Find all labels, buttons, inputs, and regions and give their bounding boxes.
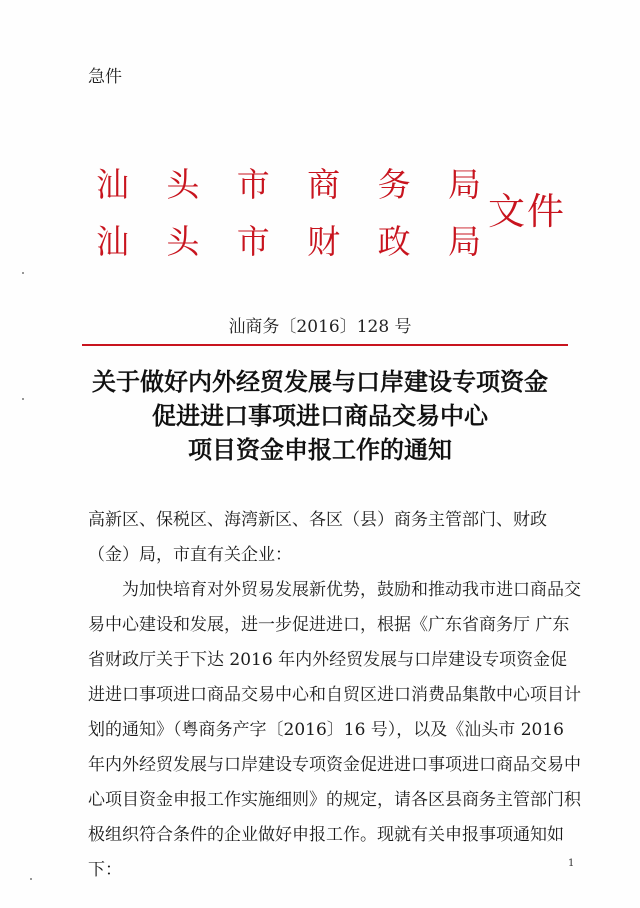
document-title bbox=[0, 365, 640, 467]
agency-char: 务 bbox=[377, 165, 411, 204]
scan-speck bbox=[22, 398, 24, 400]
agency-char: 头 bbox=[166, 165, 200, 204]
agency-char: 财 bbox=[307, 222, 341, 261]
page-number: 1 bbox=[568, 858, 575, 869]
agency-char: 汕 bbox=[96, 222, 129, 261]
agency-char: 商 bbox=[307, 165, 341, 204]
document-body bbox=[88, 503, 583, 888]
scan-speck bbox=[22, 272, 24, 274]
document-number: 汕商务〔2016〕128 号 bbox=[228, 317, 412, 337]
red-divider bbox=[82, 344, 568, 346]
agency-char: 市 bbox=[236, 222, 270, 261]
agency-char: 头 bbox=[166, 222, 200, 261]
agency-char: 市 bbox=[236, 165, 270, 204]
scan-speck bbox=[30, 878, 32, 880]
title-line: 关于做好内外经贸发展与口岸建设专项资金 bbox=[92, 367, 548, 396]
agency-finance-bureau bbox=[96, 222, 481, 262]
body-paragraph: 为加快培育对外贸易发展新优势，鼓励和推动我市进口商品交易中心建设和发展，进一步促进进口，根据《广东省商务厅 广东省财政厅关于下达 2016 年内外经贸发展与口岸建设专项资金促进进口事项进口商品交易中心和自贸区进口消费品集散中心项目计划的通知》（粤商务产字〔2016〕16 号），以及《汕头市 2016 年内外经贸发展与口岸建设专项资金促进进口事项进口商品交易中心项目资金申报工作实施细则》的规定，请各区县商务主管部门积极组织符合条件的企业做好申报工作。现就有关申报事项通知如下： bbox=[88, 580, 581, 880]
document-suffix: 文件 bbox=[488, 190, 566, 233]
title-line: 促进进口事项进口商品交易中心 bbox=[152, 401, 488, 430]
agency-char: 局 bbox=[447, 222, 481, 261]
recipients: 高新区、保税区、海湾新区、各区（县）商务主管部门、财政（金）局，市直有关企业： bbox=[88, 510, 547, 565]
agency-char: 汕 bbox=[96, 165, 129, 204]
agency-char: 政 bbox=[377, 222, 411, 261]
agency-char: 局 bbox=[447, 165, 481, 204]
agency-commerce-bureau bbox=[96, 165, 481, 205]
urgent-label: 急件 bbox=[88, 67, 122, 87]
title-line: 项目资金申报工作的通知 bbox=[188, 435, 452, 464]
